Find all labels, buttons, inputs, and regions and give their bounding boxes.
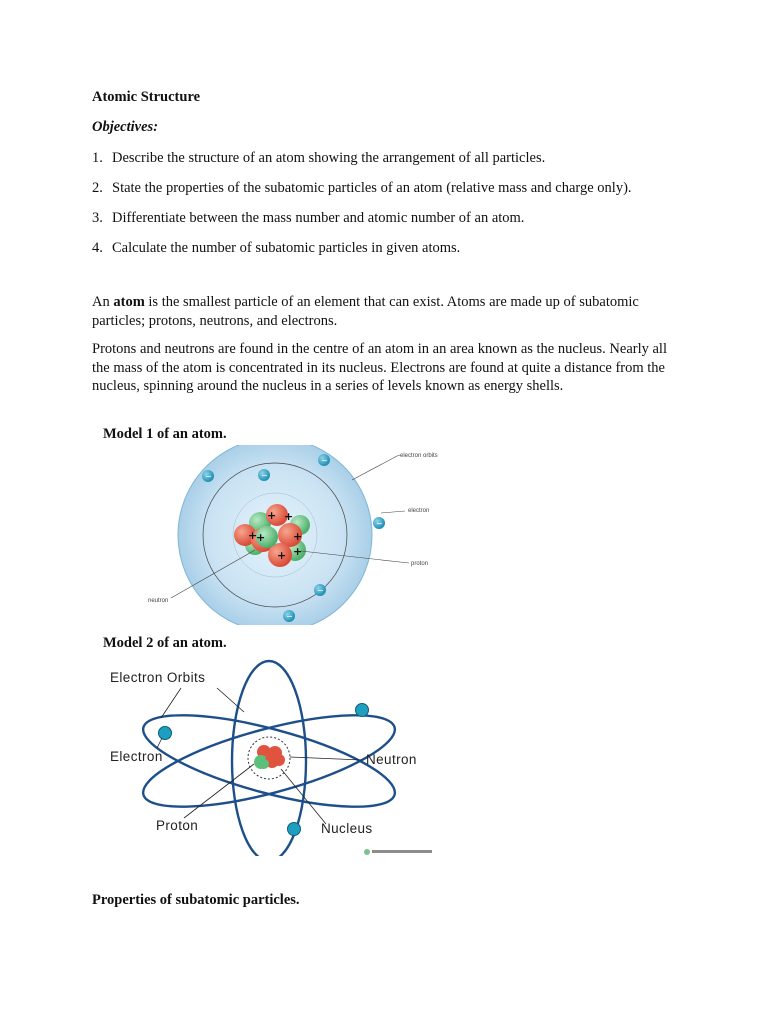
objective-text: Differentiate between the mass number and atomic number of an atom. (112, 210, 525, 226)
svg-text:−: − (317, 586, 324, 595)
svg-text:+: + (293, 530, 303, 543)
svg-text:+: + (284, 510, 294, 523)
svg-text:+: + (293, 545, 303, 558)
label-neutron: Neutron (366, 752, 417, 767)
label-proton: Proton (156, 818, 199, 833)
objective-text: Calculate the number of subatomic particles in given atoms. (112, 240, 461, 256)
label-electron-orbits: Electron Orbits (110, 670, 206, 685)
model2-atom-diagram (104, 656, 444, 856)
label-neutron-small: neutron (148, 598, 169, 604)
nucleus-paragraph: Protons and neutrons are found in the centre of an atom in an area known as the nucleus. Nearly all the mass of the atom is concentrated in its nucleus. Electrons are found at quite a distance from the nucleus, spinning around the nucleus in a series of levels known as energy shells. (92, 341, 667, 394)
objective-text: State the properties of the subatomic particles of an atom (relative mass and charge only). (112, 180, 632, 196)
svg-text:−: − (321, 456, 328, 465)
para1-post: is the smallest particle of an element that can exist. Atoms are made up of subatomic particles; protons, neutrons, and electrons. (92, 294, 639, 329)
objectives-heading: Objectives: (92, 119, 159, 135)
svg-text:+: + (267, 509, 277, 522)
objective-number: 1. (92, 150, 103, 166)
svg-text:−: − (261, 471, 268, 480)
publisher-logo (364, 849, 432, 855)
objective-number: 3. (92, 210, 103, 226)
svg-text:+: + (248, 529, 258, 542)
para1-term: atom (113, 294, 145, 310)
svg-text:−: − (286, 612, 293, 621)
label-proton-small: proton (411, 561, 429, 567)
svg-text:−: − (376, 519, 383, 528)
objective-text: Describe the structure of an atom showing the arrangement of all particles. (112, 150, 546, 166)
label-electron-small: electron (408, 508, 430, 514)
objective-number: 4. (92, 240, 103, 256)
model1-atom-diagram (105, 445, 450, 625)
atom-definition-paragraph (92, 293, 672, 330)
label-nucleus: Nucleus (321, 821, 373, 836)
para1-pre: An (92, 294, 114, 310)
svg-text:+: + (256, 531, 266, 544)
label-electron: Electron (110, 749, 163, 764)
page-title: Atomic Structure (92, 89, 201, 105)
label-electron-orbits-small: electron orbits (400, 453, 438, 459)
svg-text:+: + (277, 549, 287, 562)
model2-caption: Model 2 of an atom. (103, 635, 227, 651)
properties-heading: Properties of subatomic particles. (92, 892, 300, 908)
objective-number: 2. (92, 180, 103, 196)
electrons (159, 704, 369, 836)
svg-text:−: − (205, 472, 212, 481)
model1-caption: Model 1 of an atom. (103, 426, 227, 442)
